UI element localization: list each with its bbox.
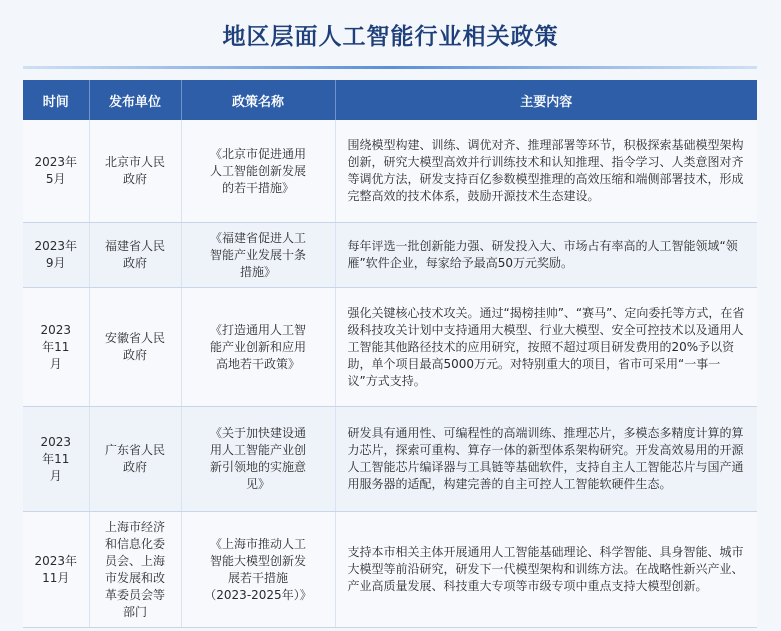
- table-row: [23, 120, 757, 223]
- cell-time: 2023年 5月: [23, 120, 89, 223]
- table-row: [23, 223, 757, 288]
- cell-content: 研发具有通用性、可编程性的高端训练、推理芯片，多模态多精度计算的算力芯片，探索可重构、算存一体的新型体系架构研究。开发高效易用的开源人工智能芯片编译器与工具链等基础软件，支持自主人工智能芯片与国产通用服务器的适配，构建完善的自主可控人工智能软硬件生态。: [335, 407, 757, 512]
- cell-unit: 上海市经济 和信息化委 员会、上海 市发展和改 革委员会等 部门: [89, 512, 181, 628]
- cell-unit: 福建省人民 政府: [89, 223, 181, 288]
- cell-policy: 《关于加快建设通 用人工智能产业创 新引领地的实施意 见》: [181, 407, 335, 512]
- header-unit: 发布单位: [89, 80, 181, 120]
- table-row: [23, 288, 757, 407]
- policy-table: [23, 80, 757, 628]
- cell-policy: 《北京市促进通用 人工智能创新发展 的若干措施》: [181, 120, 335, 223]
- page-title: 地区层面人工智能行业相关政策: [222, 24, 559, 50]
- cell-time: 2023 年11 月: [23, 407, 89, 512]
- cell-content: 围绕模型构建、训练、调优对齐、推理部署等环节，积极探索基础模型架构创新，研究大模型高效并行训练技术和认知推理、指令学习、人类意图对齐等调优方法，研发支持百亿参数模型推理的高效压缩和端侧部署技术，形成完整高效的技术体系，鼓励开源技术生态建设。: [335, 120, 757, 223]
- title-divider: [23, 66, 757, 69]
- header-content: 主要内容: [335, 80, 757, 120]
- cell-time: 2023年 11月: [23, 512, 89, 628]
- table-row: [23, 407, 757, 512]
- cell-policy: 《打造通用人工智 能产业创新和应用 高地若干政策》: [181, 288, 335, 407]
- cell-unit: 安徽省人民 政府: [89, 288, 181, 407]
- cell-content: 支持本市相关主体开展通用人工智能基础理论、科学智能、具身智能、城市大模型等前沿研究，研发下一代模型架构和训练方法。在战略性新兴产业、产业高质量发展、科技重大专项等市级专项中重点支持大模型创新。: [335, 512, 757, 628]
- header-policy: 政策名称: [181, 80, 335, 120]
- cell-unit: 广东省人民 政府: [89, 407, 181, 512]
- table-header: [23, 80, 757, 120]
- cell-unit: 北京市人民 政府: [89, 120, 181, 223]
- table-row: [23, 512, 757, 628]
- cell-time: 2023 年11 月: [23, 288, 89, 407]
- header-time: 时间: [23, 80, 89, 120]
- cell-policy: 《上海市推动人工 智能大模型创新发 展若干措施 （2023-2025年）》: [181, 512, 335, 628]
- cell-time: 2023年 9月: [23, 223, 89, 288]
- cell-content: 每年评选一批创新能力强、研发投入大、市场占有率高的人工智能领域“领雁”软件企业，每家给予最高50万元奖励。: [335, 223, 757, 288]
- cell-policy: 《福建省促进人工 智能产业发展十条 措施》: [181, 223, 335, 288]
- cell-content: 强化关键核心技术攻关。通过“揭榜挂帅”、“赛马”、定向委托等方式，在省级科技攻关计划中支持通用大模型、行业大模型、安全可控技术以及通用人工智能其他路径技术的应用研究，按照不超过项目研发费用的20%予以资助，单个项目最高5000万元。对特别重大的项目，省市可采用“一事一议”方式支持。: [335, 288, 757, 407]
